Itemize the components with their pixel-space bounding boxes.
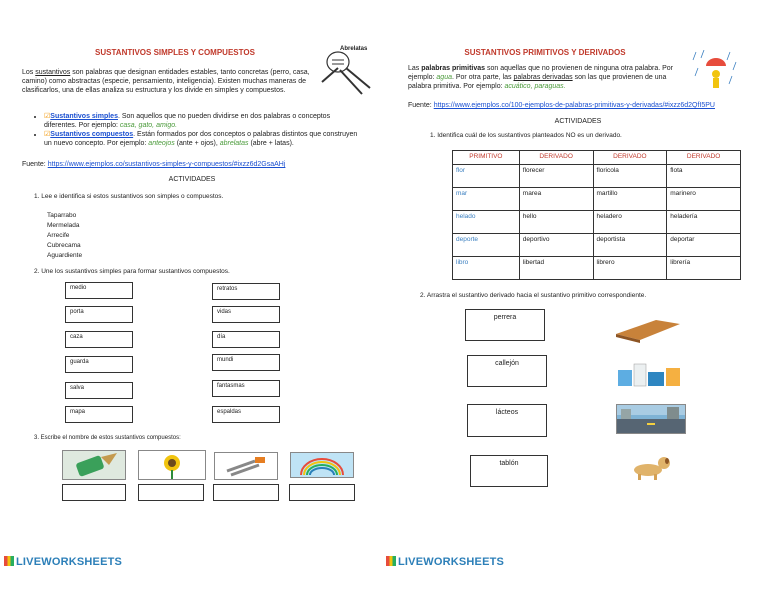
match-left-box[interactable]: guarda (65, 356, 133, 373)
right-q2: 2. Arrastra el sustantivo derivado hacia el sustantivo primitivo correspondiente. (420, 292, 647, 299)
word-item: Arrecife (47, 232, 70, 239)
table-cell[interactable]: deportista (593, 234, 667, 257)
table-cell: libro (453, 257, 520, 280)
table-cell[interactable]: martillo (593, 188, 667, 211)
drag-word-box[interactable]: tablón (470, 455, 548, 487)
table-cell[interactable]: marinero (667, 188, 741, 211)
match-left-box[interactable]: salva (65, 382, 133, 399)
keyword-derivadas: palabras derivadas (513, 74, 573, 81)
drag-word-box[interactable]: lácteos (467, 404, 547, 437)
table-cell[interactable]: deportivo (519, 234, 593, 257)
dairy-image (612, 356, 686, 390)
match-left-box[interactable]: medio (65, 282, 133, 299)
street-image (616, 404, 686, 434)
table-cell[interactable]: marea (519, 188, 593, 211)
word-item: Mermelada (47, 222, 80, 229)
dairy-products-icon (612, 356, 686, 390)
bullet-compound: • ☑Sustantivos compuestos. Están formados por dos conceptos o palabras distintos que construyen un nuevo concepto. Por ejemplo: anteojos (ante + ojos), abrelatas (abre + latas). (44, 130, 364, 148)
table-row (453, 257, 741, 280)
answer-box[interactable] (213, 484, 279, 501)
right-q1: 1. Identifica cuál de los sustantivos planteados NO es un derivado. (430, 132, 622, 139)
liveworksheets-logo-right: LIVEWORKSHEETS (386, 556, 504, 568)
table-row (453, 211, 741, 234)
left-source: Fuente: https://www.ejemplos.co/sustantivos-simples-y-compuestos/#ixzz6d2GsaAHj (22, 161, 286, 168)
derivative-table (452, 150, 741, 280)
right-title: SUSTANTIVOS PRIMITIVOS Y DERIVADOS (464, 48, 626, 57)
table-header: DERIVADO (667, 151, 741, 165)
drag-word-box[interactable]: callejón (467, 355, 547, 387)
bullet-simple: • ☑Sustantivos simples. Son aquellos que no pueden dividirse en dos palabras o conceptos diferentes. Por ejemplo: casa, gato, amigo. (44, 112, 364, 130)
wooden-board-icon (612, 310, 684, 346)
table-row (453, 165, 741, 188)
left-q1: 1. Lee e identifica si estos sustantivos son simples o compuestos. (34, 193, 224, 200)
answer-box[interactable] (138, 484, 204, 501)
left-activities: ACTIVIDADES (168, 176, 216, 183)
table-cell[interactable]: heladero (593, 211, 667, 234)
match-right-box[interactable]: retratos (212, 283, 280, 300)
word-item: Aguardiente (47, 252, 83, 259)
table-header: DERIVADO (519, 151, 593, 165)
rainbow-image (290, 452, 354, 478)
sunflower-icon (139, 451, 205, 479)
match-right-box[interactable]: día (212, 331, 280, 348)
board-image (612, 310, 684, 346)
table-cell[interactable]: heladería (667, 211, 741, 234)
dog-icon (622, 452, 682, 482)
rain-illustration (692, 50, 740, 92)
table-cell: helado (453, 211, 520, 234)
table-cell[interactable]: florecer (519, 165, 593, 188)
liveworksheets-logo-left: LIVEWORKSHEETS (4, 556, 122, 568)
table-row (453, 234, 741, 257)
pencil-sharpener-image (62, 450, 126, 480)
sunflower-image (138, 450, 206, 480)
can-opener-label: Abrelatas (340, 46, 368, 52)
right-intro: Las palabras primitivas son aquellas que no provienen de ninguna otra palabra. Por ejemplo: agua. Por otra parte, las palabras derivadas son las que provienen de una palabra primitiva. Por ejemplo: acuático, paraguas. (408, 65, 674, 90)
table-header: DERIVADO (593, 151, 667, 165)
table-cell: deporte (453, 234, 520, 257)
left-source-link[interactable]: https://www.ejemplos.co/sustantivos-simples-y-compuestos/#ixzz6d2GsaAHj (47, 161, 286, 168)
umbrella-rain-icon (692, 50, 740, 92)
match-left-box[interactable]: mapa (65, 406, 133, 423)
left-q2: 2. Une los sustantivos simples para formar sustantivos compuestos. (34, 268, 230, 275)
pencil-sharpener-icon (63, 451, 125, 479)
rainbow-icon (291, 453, 353, 477)
table-cell[interactable]: librería (667, 257, 741, 280)
table-cell[interactable]: librero (593, 257, 667, 280)
street-road-icon (617, 405, 685, 433)
answer-box[interactable] (62, 484, 126, 501)
word-list (47, 211, 82, 261)
table-cell[interactable]: flota (667, 165, 741, 188)
match-right-box[interactable]: mundi (212, 354, 280, 371)
right-activities: ACTIVIDADES (554, 118, 602, 125)
left-intro: Los sustantivos son palabras que designan entidades estables, tanto concretas (perro, casa, camino) como abstractas (especie, pensamiento, inteligencia). Existen muchas maneras de clasificarlos, una de ellas analiza su estructura y los divide en simples y compuestos. (22, 69, 310, 94)
keyword-sustantivos: sustantivos (35, 69, 71, 76)
left-bullets (34, 112, 364, 148)
can-opener-image (214, 452, 278, 480)
table-row (453, 188, 741, 211)
match-left-box[interactable]: porta (65, 306, 133, 323)
keyword-primitivas: palabras primitivas (421, 65, 486, 72)
table-cell[interactable]: hello (519, 211, 593, 234)
match-left-box[interactable]: caza (65, 331, 133, 348)
table-header: PRIMITIVO (453, 151, 520, 165)
table-cell[interactable]: libertad (519, 257, 593, 280)
opener-tool-icon (215, 453, 277, 479)
match-right-box[interactable]: fantasmas (212, 380, 280, 397)
table-cell[interactable]: deportar (667, 234, 741, 257)
match-right-box[interactable]: vidas (212, 306, 280, 323)
table-cell[interactable]: floricola (593, 165, 667, 188)
word-item: Taparrabo (47, 212, 77, 219)
answer-box[interactable] (289, 484, 355, 501)
dog-image (622, 452, 682, 482)
left-q3: 3. Escribe el nombre de estos sustantivos compuestos: (34, 435, 181, 441)
can-opener-illustration (318, 42, 380, 104)
left-title: SUSTANTIVOS SIMPLES Y COMPUESTOS (95, 48, 255, 57)
match-right-box[interactable]: espaldas (212, 406, 280, 423)
drag-word-box[interactable]: perrera (465, 309, 545, 341)
table-cell: mar (453, 188, 520, 211)
word-item: Cubrecama (47, 242, 81, 249)
right-source: Fuente: https://www.ejemplos.co/100-ejemplos-de-palabras-primitivas-y-derivadas/#ixzz6d2QfI5PU (408, 102, 715, 109)
table-cell: flor (453, 165, 520, 188)
right-source-link[interactable]: https://www.ejemplos.co/100-ejemplos-de-palabras-primitivas-y-derivadas/#ixzz6d2QfI5PU (433, 102, 715, 109)
